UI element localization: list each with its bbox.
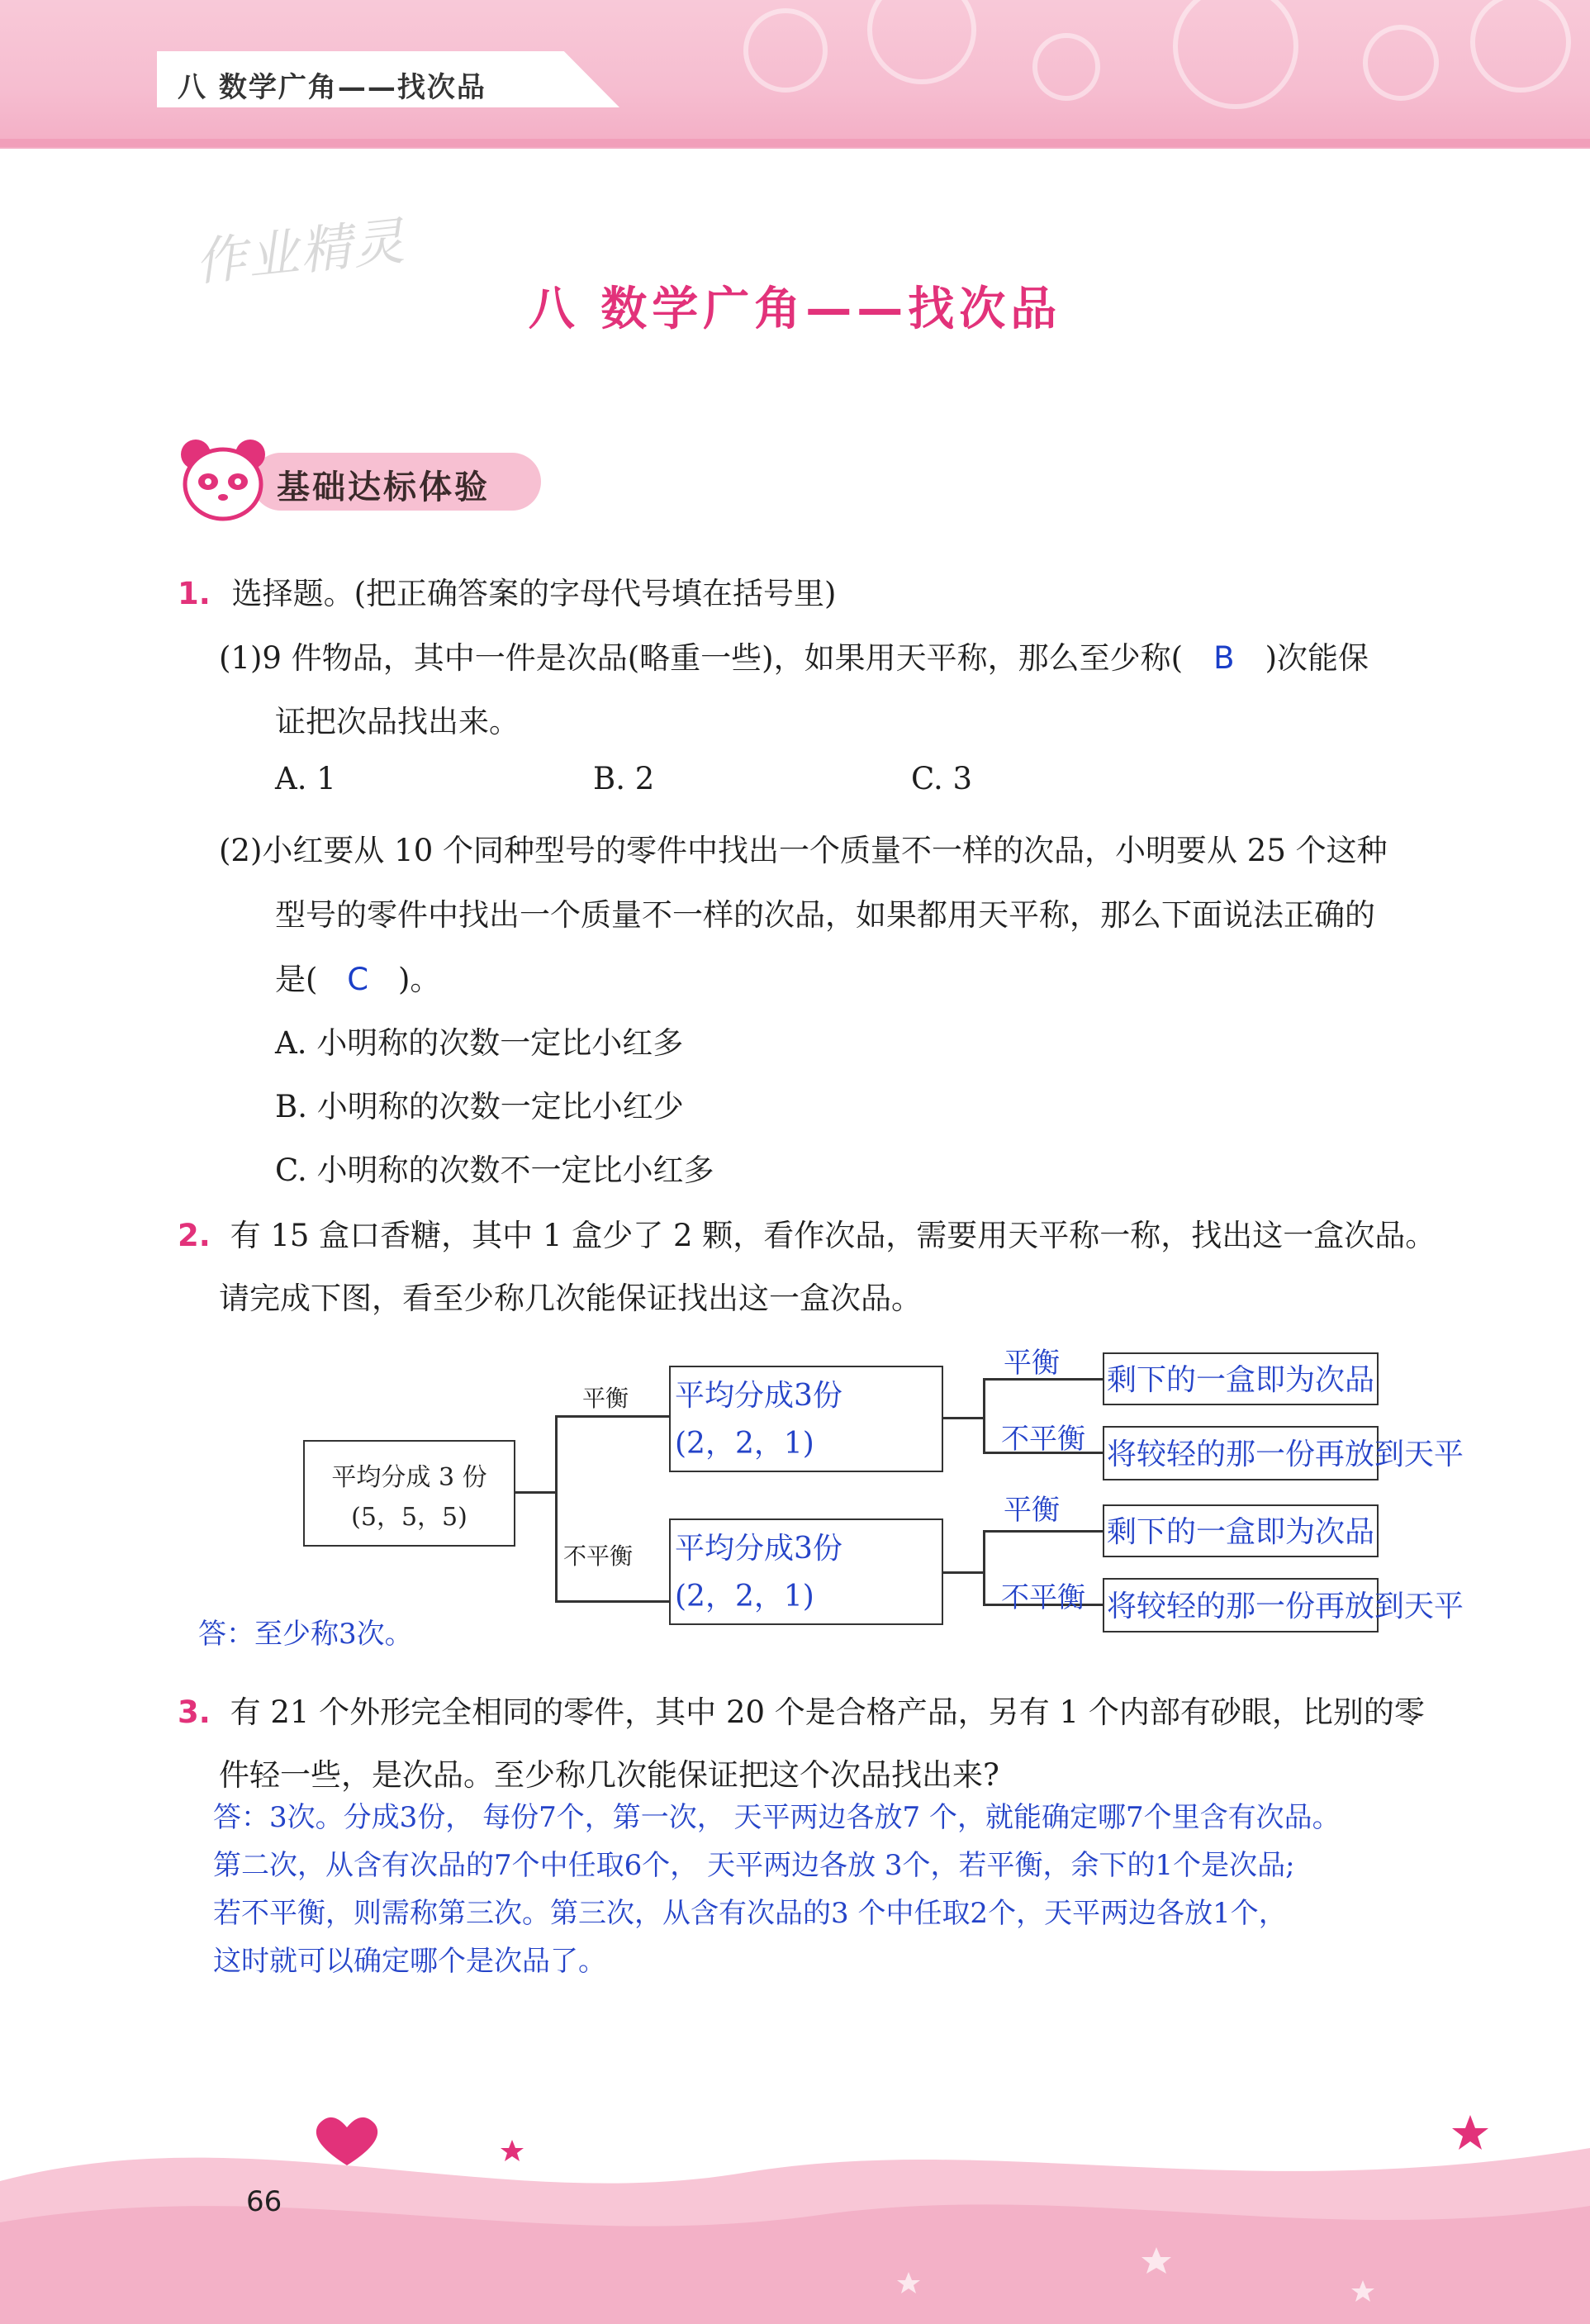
q2-answer: 答：至少称3次。	[198, 1618, 413, 1651]
branch-unbalanced-label: 不平衡	[563, 1542, 634, 1570]
mid-bottom-line1: 平均分成3份	[675, 1532, 842, 1566]
q1-sub1-answer: B	[1213, 640, 1235, 676]
q2-line1: 有 15 盒口香糖，其中 1 盒少了 2 颗，看作次品，需要用天平称一称，找出这一盒次品。	[230, 1218, 1436, 1253]
connector	[555, 1415, 669, 1418]
watermark: 作业精灵	[192, 210, 409, 293]
connector	[555, 1600, 669, 1603]
q2-line1-row	[178, 1210, 1436, 1255]
section-badge	[178, 436, 549, 523]
q1-sub1-line1	[219, 633, 1369, 677]
leaf-2-text: 将较轻的那一份再放到天平	[1107, 1438, 1464, 1471]
q3-answer-line4: 这时就可以确定哪个是次品了。	[213, 1945, 606, 1978]
running-title: 八 数学广角——找次品	[178, 71, 486, 104]
q1-sub2-text-post: )。	[397, 962, 441, 997]
header-divider	[0, 139, 1590, 147]
q1-sub1-line2: 证把次品找出来。	[275, 704, 520, 739]
panda-icon	[178, 436, 268, 523]
q2-number: 2.	[178, 1218, 211, 1253]
bottom-balanced-label: 平衡	[1004, 1494, 1060, 1527]
root-line1: 平均分成 3 份	[331, 1463, 487, 1492]
q1-sub1-option-c: C. 3	[911, 761, 973, 796]
leaf-3-text: 剩下的一盒即为次品	[1107, 1515, 1375, 1549]
page-title: 八 数学广角——找次品	[528, 283, 1062, 336]
connector	[555, 1415, 558, 1601]
q1-sub1-option-a: A. 1	[275, 761, 336, 796]
leaf-4-text: 将较轻的那一份再放到天平	[1107, 1590, 1464, 1623]
connector	[983, 1530, 1103, 1533]
q1-stem-row	[178, 568, 836, 613]
q1-sub2-text-pre: 是(	[275, 962, 318, 997]
q3-line2: 件轻一些，是次品。至少称几次能保证把这个次品找出来?	[219, 1757, 999, 1793]
connector	[514, 1491, 555, 1494]
q1-sub1-text-post: )次能保	[1265, 640, 1369, 676]
q1-sub1-text-pre: (1)9 件物品，其中一件是次品(略重一些)，如果用天平称，那么至少称(	[219, 640, 1184, 676]
q1-sub2-option-b: B. 小明称的次数一定比小红少	[275, 1089, 684, 1124]
q3-answer-line2: 第二次，从含有次品的7个中任取6个， 天平两边各放 3个，若平衡，余下的1个是次品;	[213, 1849, 1295, 1882]
connector	[942, 1571, 983, 1574]
q2-line2: 请完成下图，看至少称几次能保证找出这一盒次品。	[219, 1281, 922, 1316]
bottom-wave-decoration	[0, 2082, 1590, 2324]
q1-sub2-line2: 型号的零件中找出一个质量不一样的次品，如果都用天平称，那么下面说法正确的	[275, 897, 1375, 933]
q1-sub2-option-c: C. 小明称的次数不一定比小红多	[275, 1152, 714, 1188]
q1-sub1-option-b: B. 2	[593, 761, 655, 796]
leaf-1-text: 剩下的一盒即为次品	[1107, 1363, 1375, 1397]
connector	[983, 1530, 985, 1604]
connector	[942, 1417, 983, 1419]
q3-answer-line3: 若不平衡，则需称第三次。第三次，从含有次品的3 个中任取2个，天平两边各放1个，	[213, 1897, 1287, 1930]
root-box	[303, 1440, 515, 1547]
q1-stem: 选择题。(把正确答案的字母代号填在括号里)	[231, 576, 837, 611]
q1-number: 1.	[178, 576, 211, 611]
q3-answer-line1: 答：3次。分成3份， 每份7个，第一次， 天平两边各放7 个，就能确定哪7个里含有次品。	[213, 1801, 1341, 1834]
q1-sub2-option-a: A. 小明称的次数一定比小红多	[275, 1025, 684, 1061]
bottom-unbalanced-label: 不平衡	[1001, 1581, 1085, 1614]
q3-line1-row	[178, 1687, 1425, 1732]
q1-sub2-answer: C	[347, 962, 369, 997]
top-balanced-label: 平衡	[1004, 1347, 1060, 1380]
root-line2: (5，5，5)	[351, 1503, 468, 1532]
q3-line1: 有 21 个外形完全相同的零件，其中 20 个是合格产品，另有 1 个内部有砂眼，比别的零	[230, 1694, 1425, 1730]
connector	[983, 1378, 985, 1452]
branch-balanced-label: 平衡	[582, 1385, 629, 1412]
mid-top-line2: (2，2，1)	[675, 1427, 814, 1461]
mid-top-line1: 平均分成3份	[675, 1379, 842, 1413]
mid-bottom-box	[669, 1518, 943, 1625]
top-unbalanced-label: 不平衡	[1001, 1423, 1085, 1456]
q1-sub2-line1: (2)小红要从 10 个同种型号的零件中找出一个质量不一样的次品，小明要从 25 个这种	[219, 833, 1388, 868]
mid-bottom-line2: (2，2，1)	[675, 1580, 814, 1613]
q1-sub2-line3	[275, 954, 440, 999]
q3-number: 3.	[178, 1694, 211, 1730]
section-label: 基础达标体验	[277, 468, 490, 506]
mid-top-box	[669, 1366, 943, 1472]
page-number: 66	[246, 2185, 282, 2218]
